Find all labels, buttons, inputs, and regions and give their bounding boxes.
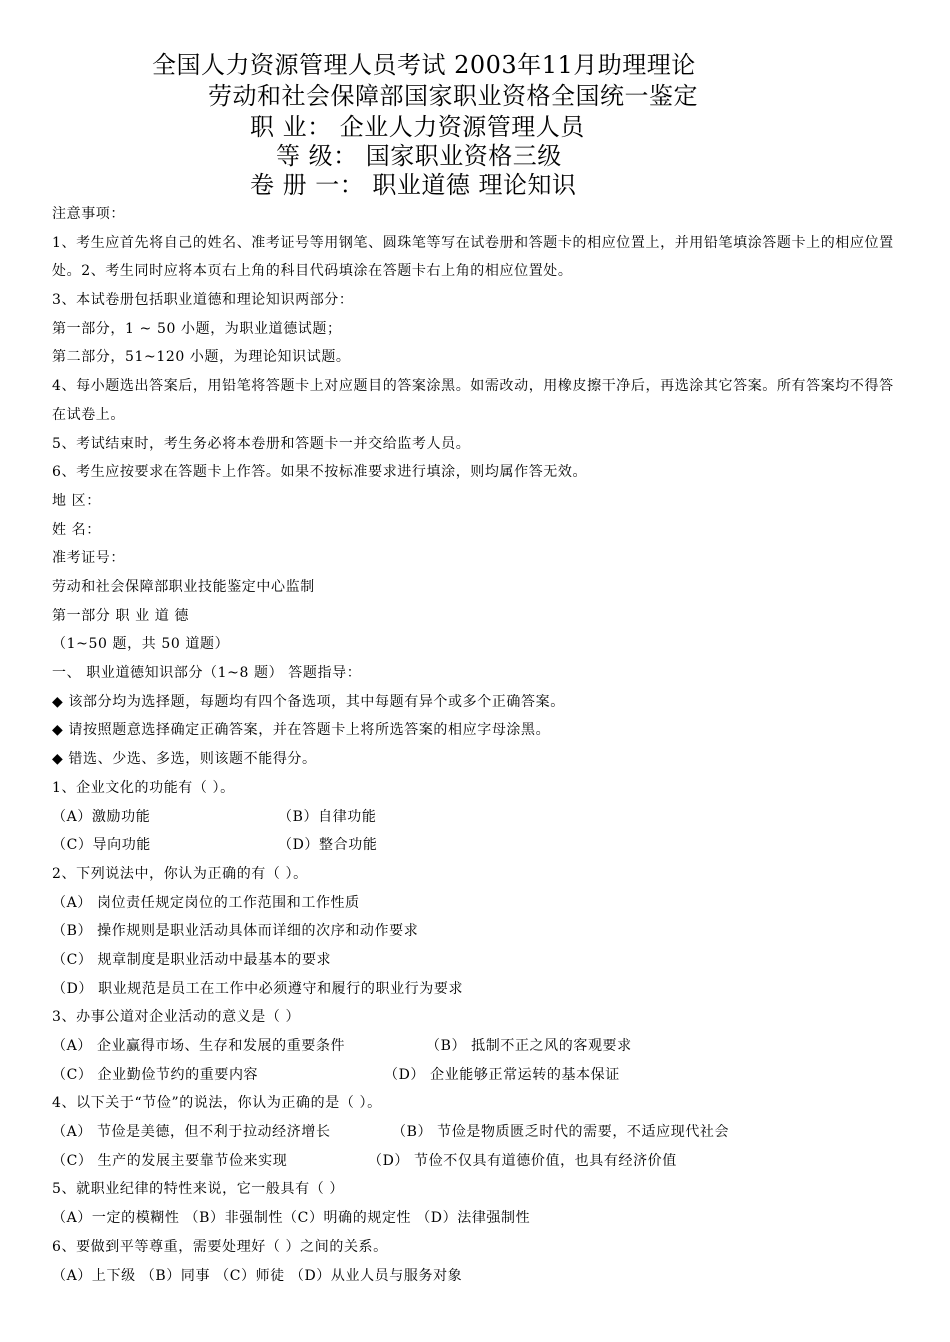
option-d: （D） 节俭不仅具有道德价值，也具有经济价值 xyxy=(368,1152,677,1169)
volume-title: 卷 册 一： 职业道德 理论知识 xyxy=(250,171,577,199)
occupation-title: 职 业： 企业人力资源管理人员 xyxy=(250,113,585,141)
note-item-4: 4、每小题选出答案后，用铅笔将答题卡上对应题目的答案涂黑。如需改动，用橡皮擦干净后，再选涂其它答案。所有答案均不得答在试卷上。 xyxy=(52,378,894,423)
question-1-options-row xyxy=(52,831,902,860)
option-b: （B） 抵制不正之风的客观要求 xyxy=(426,1038,632,1054)
note-item-5: 5、考试结束时，考生务必将本卷册和答题卡一并交给监考人员。 xyxy=(52,435,471,452)
note-item-1: 1、考生应首先将自己的姓名、准考证号等用钢笔、圆珠笔等写在试卷册和答题卡的相应位置上，并用铅笔填涂答题卡上的相应位置处。2、考生同时应将本页右上角的科目代码填涂在答题卡右上角的相应位置处。 xyxy=(52,234,894,280)
part-one-range: （1~50 题，共 50 道题） xyxy=(52,636,230,653)
guide-item: ◆ 请按照题意选择确定正确答案，并在答题卡上将所选答案的相应字母涂黑。 xyxy=(52,722,551,739)
note-part-2: 第二部分，51~120 小题，为理论知识试题。 xyxy=(52,349,351,366)
guide-item: ◆ 该部分均为选择题，每题均有四个备选项，其中每题有异个或多个正确答案。 xyxy=(52,693,565,710)
note-item-3: 3、本试卷册包括职业道德和理论知识两部分： xyxy=(52,292,354,309)
note-part-1: 第一部分，1 ~ 50 小题，为职业道德试题； xyxy=(52,320,342,337)
option-b: （B） 节俭是物质匮乏时代的需要，不适应现代社会 xyxy=(392,1124,730,1141)
guide-item: ◆ 错选、少选、多选，则该题不能得分。 xyxy=(52,751,317,768)
option-c: （C） 规章制度是职业活动中最基本的要求 xyxy=(52,951,332,968)
option-d: （D）整合功能 xyxy=(278,837,378,854)
option-d: （D） 职业规范是员工在工作中必须遵守和履行的职业行为要求 xyxy=(52,980,464,997)
option-b: （B） 操作规则是职业活动具体而详细的次序和动作要求 xyxy=(52,923,419,940)
option-b: （B）自律功能 xyxy=(278,808,377,825)
notes-heading: 注意事项： xyxy=(52,206,125,222)
exam-title: 全国人力资源管理人员考试 2003年11月助理理论 xyxy=(152,51,696,79)
question-5-stem: 5、就职业纪律的特性来说，它一般具有（ ） xyxy=(52,1181,344,1198)
question-5-options: （A）一定的模糊性 （B）非强制性（C）明确的规定性 （D）法律强制性 xyxy=(52,1210,531,1227)
question-3-options-row xyxy=(52,1032,902,1061)
region-field: 地 区： xyxy=(52,492,101,509)
question-2-stem: 2、下列说法中，你认为正确的有（ ）。 xyxy=(52,865,308,882)
level-title: 等 级： 国家职业资格三级 xyxy=(276,142,562,170)
option-a: （A） 企业赢得市场、生存和发展的重要条件 xyxy=(52,1038,346,1054)
question-4-options-row xyxy=(52,1118,902,1147)
note-item-6: 6、考生应按要求在答题卡上作答。如果不按标准要求进行填涂，则均属作答无效。 xyxy=(52,464,588,481)
question-3-stem: 3、办事公道对企业活动的意义是（ ） xyxy=(52,1009,301,1026)
option-c: （C）导向功能 xyxy=(52,837,151,854)
option-a: （A） 岗位责任规定岗位的工作范围和工作性质 xyxy=(52,894,360,911)
option-a: （A）激励功能 xyxy=(52,808,151,825)
option-d: （D） 企业能够正常运转的基本保证 xyxy=(384,1066,620,1083)
question-4-stem: 4、以下关于“节俭”的说法，你认为正确的是（ ）。 xyxy=(52,1095,382,1112)
part-one-title: 第一部分 职 业 道 德 xyxy=(52,607,190,624)
exam-body xyxy=(52,200,902,1290)
option-c: （C） 生产的发展主要靠节俭来实现 xyxy=(52,1152,288,1169)
question-4-options-row xyxy=(52,1147,902,1176)
section-heading: 一、 职业道德知识部分（1~8 题） 答题指导： xyxy=(52,665,362,682)
question-6-stem: 6、要做到平等尊重，需要处理好（ ）之间的关系。 xyxy=(52,1238,388,1255)
name-field: 姓 名： xyxy=(52,521,101,538)
option-c: （C） 企业勤俭节约的重要内容 xyxy=(52,1066,259,1083)
question-6-options: （A）上下级 （B）同事 （C）师徒 （D）从业人员与服务对象 xyxy=(52,1267,463,1284)
question-1-options-row xyxy=(52,803,902,832)
exam-id-field: 准考证号： xyxy=(52,550,125,567)
question-3-options-row xyxy=(52,1061,902,1090)
supervisor-line: 劳动和社会保障部职业技能鉴定中心监制 xyxy=(52,579,315,595)
question-1-stem: 1、企业文化的功能有（ ）。 xyxy=(52,779,235,796)
authority-title: 劳动和社会保障部国家职业资格全国统一鉴定 xyxy=(208,82,698,110)
option-a: （A） 节俭是美德，但不利于拉动经济增长 xyxy=(52,1124,331,1141)
